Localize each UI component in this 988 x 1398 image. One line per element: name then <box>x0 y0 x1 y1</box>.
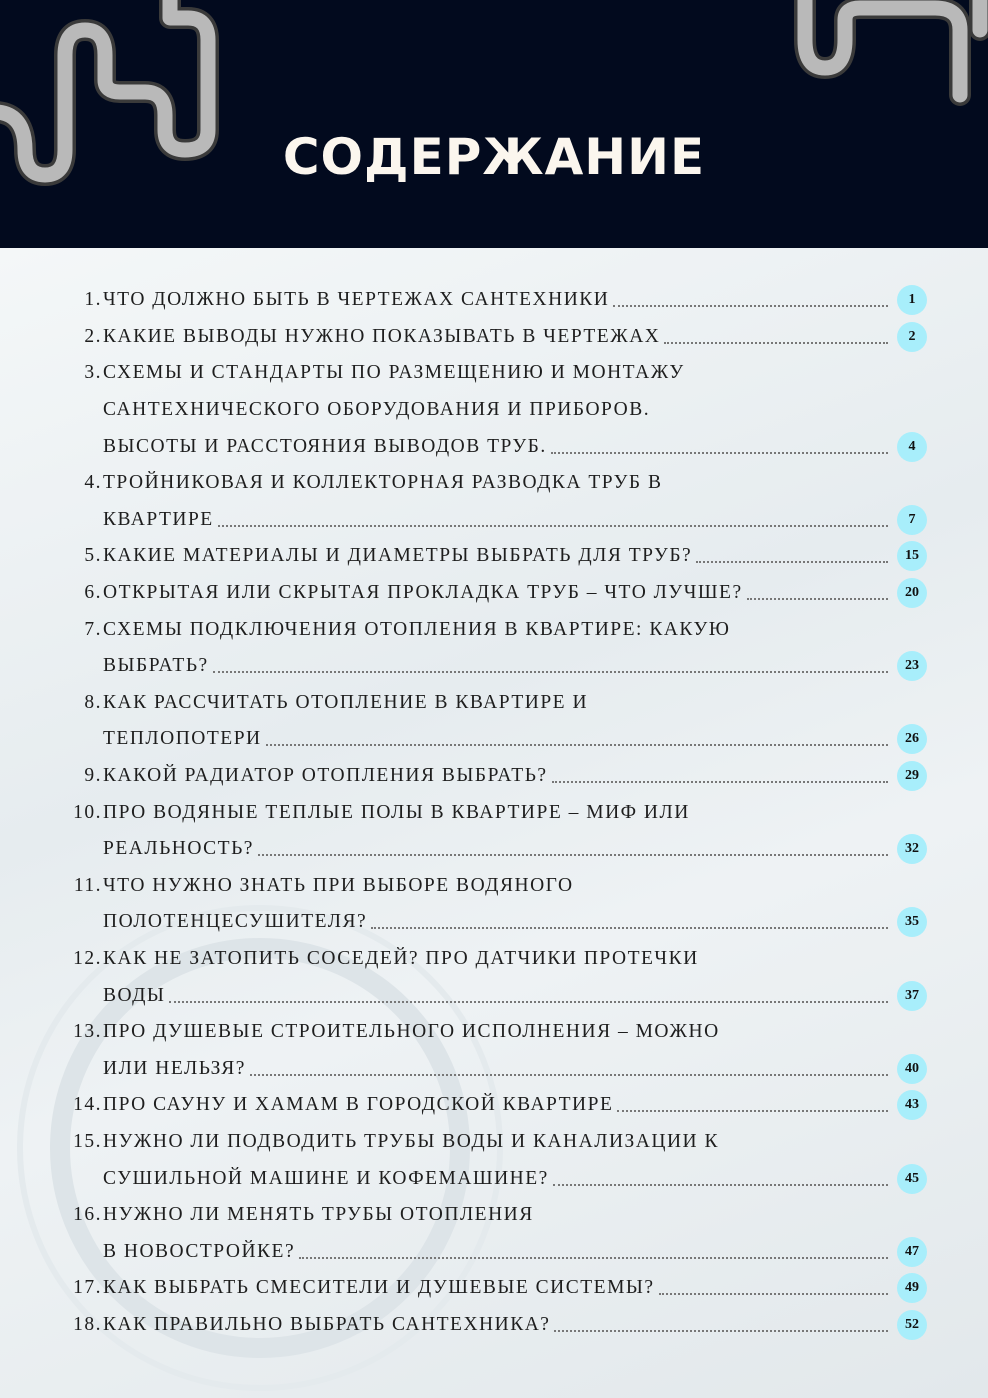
dotted-leader <box>553 1184 888 1186</box>
page-number-badge[interactable]: 20 <box>897 578 927 608</box>
toc-entry[interactable] <box>0 685 988 758</box>
toc-entry-title: НУЖНО ЛИ МЕНЯТЬ ТРУБЫ ОТОПЛЕНИЯ <box>103 1204 534 1226</box>
toc-entry-title: ОТКРЫТАЯ ИЛИ СКРЫТАЯ ПРОКЛАДКА ТРУБ – ЧТО ЛУЧШЕ? <box>103 582 743 604</box>
toc-entry-title: ТЕПЛОПОТЕРИ <box>103 728 262 750</box>
toc-entry[interactable] <box>0 868 988 941</box>
dotted-leader <box>258 854 888 856</box>
dotted-leader <box>551 452 888 454</box>
page-number-badge[interactable]: 23 <box>897 651 927 681</box>
toc-entry-number: 6. <box>84 582 102 604</box>
toc-entry[interactable] <box>0 794 988 867</box>
toc-entry-title: ПОЛОТЕНЦЕСУШИТЕЛЯ? <box>103 911 368 933</box>
header-banner <box>0 0 988 248</box>
toc-entry-number: 17. <box>73 1277 102 1299</box>
dotted-leader <box>613 305 888 307</box>
toc-entry-number: 8. <box>84 691 102 713</box>
dotted-leader <box>299 1257 888 1259</box>
toc-entry[interactable] <box>0 465 988 538</box>
dotted-leader <box>552 781 888 783</box>
toc-entry[interactable] <box>0 1087 988 1124</box>
toc-entry-title: ЧТО НУЖНО ЗНАТЬ ПРИ ВЫБОРЕ ВОДЯНОГО <box>103 874 574 896</box>
page-number-badge[interactable]: 1 <box>897 285 927 315</box>
page-title: СОДЕРЖАНИЕ <box>282 128 706 186</box>
toc-entry[interactable] <box>0 282 988 319</box>
toc-entry-number: 14. <box>73 1094 102 1116</box>
toc-entry-title: РЕАЛЬНОСТЬ? <box>103 838 254 860</box>
toc-entry-number: 12. <box>73 947 102 969</box>
toc-entry-title: КАКИЕ МАТЕРИАЛЫ И ДИАМЕТРЫ ВЫБРАТЬ ДЛЯ ТРУБ? <box>103 545 693 567</box>
toc-entry-number: 16. <box>73 1204 102 1226</box>
dotted-leader <box>659 1293 888 1295</box>
page-number-badge[interactable]: 45 <box>897 1164 927 1194</box>
toc-entry-number: 13. <box>73 1021 102 1043</box>
toc-entry[interactable] <box>0 1197 988 1270</box>
pipes-decoration-icon <box>0 0 988 248</box>
dotted-leader <box>266 744 888 746</box>
toc-entry-title: СХЕМЫ ПОДКЛЮЧЕНИЯ ОТОПЛЕНИЯ В КВАРТИРЕ: КАКУЮ <box>103 618 731 640</box>
dotted-leader <box>664 342 888 344</box>
dotted-leader <box>747 598 888 600</box>
toc-entry-number: 10. <box>73 801 102 823</box>
toc-entry-title: КАК РАССЧИТАТЬ ОТОПЛЕНИЕ В КВАРТИРЕ И <box>103 691 589 713</box>
dotted-leader <box>617 1110 888 1112</box>
toc-entry-title: ИЛИ НЕЛЬЗЯ? <box>103 1057 246 1079</box>
toc-entry-title: САНТЕХНИЧЕСКОГО ОБОРУДОВАНИЯ И ПРИБОРОВ. <box>103 399 651 421</box>
dotted-leader <box>696 561 888 563</box>
toc-entry-title: ВЫБРАТЬ? <box>103 655 209 677</box>
toc-entry[interactable] <box>0 1270 988 1307</box>
toc-entry-number: 4. <box>84 472 102 494</box>
toc-entry[interactable] <box>0 941 988 1014</box>
toc-entry[interactable] <box>0 355 988 465</box>
toc-entry[interactable] <box>0 575 988 612</box>
dotted-leader <box>554 1330 888 1332</box>
toc-entry[interactable] <box>0 1307 988 1344</box>
page-number-badge[interactable]: 32 <box>897 834 927 864</box>
toc-entry-title: В НОВОСТРОЙКЕ? <box>103 1240 296 1262</box>
toc-entry-title: КАКИЕ ВЫВОДЫ НУЖНО ПОКАЗЫВАТЬ В ЧЕРТЕЖАХ <box>103 325 661 347</box>
toc-entry[interactable] <box>0 319 988 356</box>
toc-entry[interactable] <box>0 611 988 684</box>
page-number-badge[interactable]: 49 <box>897 1273 927 1303</box>
page-number-badge[interactable]: 26 <box>897 724 927 754</box>
toc-entry[interactable] <box>0 1014 988 1087</box>
toc-entry-title: КАК ВЫБРАТЬ СМЕСИТЕЛИ И ДУШЕВЫЕ СИСТЕМЫ? <box>103 1277 655 1299</box>
toc-entry-title: ПРО ДУШЕВЫЕ СТРОИТЕЛЬНОГО ИСПОЛНЕНИЯ – МОЖНО <box>103 1021 720 1043</box>
page-number-badge[interactable]: 47 <box>897 1237 927 1267</box>
toc-entry-title: КАКОЙ РАДИАТОР ОТОПЛЕНИЯ ВЫБРАТЬ? <box>103 765 548 787</box>
table-of-contents <box>0 282 988 1343</box>
toc-entry[interactable] <box>0 1124 988 1197</box>
toc-entry[interactable] <box>0 538 988 575</box>
toc-entry-number: 11. <box>73 874 102 896</box>
dotted-leader <box>218 525 888 527</box>
page-number-badge[interactable]: 15 <box>897 541 927 571</box>
page-number-badge[interactable]: 37 <box>897 981 927 1011</box>
toc-entry-title: ЧТО ДОЛЖНО БЫТЬ В ЧЕРТЕЖАХ САНТЕХНИКИ <box>103 289 610 311</box>
toc-entry-title: СХЕМЫ И СТАНДАРТЫ ПО РАЗМЕЩЕНИЮ И МОНТАЖУ <box>103 362 685 384</box>
toc-entry-title: КАК НЕ ЗАТОПИТЬ СОСЕДЕЙ? ПРО ДАТЧИКИ ПРОТЕЧКИ <box>103 947 699 969</box>
page-number-badge[interactable]: 52 <box>897 1310 927 1340</box>
page-number-badge[interactable]: 29 <box>897 761 927 791</box>
toc-entry-title: КВАРТИРЕ <box>103 508 214 530</box>
toc-entry-number: 7. <box>84 618 102 640</box>
toc-entry-title: ПРО САУНУ И ХАМАМ В ГОРОДСКОЙ КВАРТИРЕ <box>103 1094 614 1116</box>
dotted-leader <box>213 671 888 673</box>
page-number-badge[interactable]: 7 <box>897 505 927 535</box>
toc-entry-number: 15. <box>73 1130 102 1152</box>
dotted-leader <box>169 1001 888 1003</box>
toc-entry-number: 1. <box>84 289 102 311</box>
page-number-badge[interactable]: 43 <box>897 1090 927 1120</box>
toc-entry-number: 2. <box>84 325 102 347</box>
toc-entry-title: ВЫСОТЫ И РАССТОЯНИЯ ВЫВОДОВ ТРУБ. <box>103 435 547 457</box>
toc-entry-number: 18. <box>73 1313 102 1335</box>
toc-entry-title: НУЖНО ЛИ ПОДВОДИТЬ ТРУБЫ ВОДЫ И КАНАЛИЗАЦИИ К <box>103 1130 720 1152</box>
toc-entry[interactable] <box>0 758 988 795</box>
toc-entry-number: 5. <box>84 545 102 567</box>
toc-entry-title: ВОДЫ <box>103 984 166 1006</box>
toc-entry-number: 3. <box>84 362 102 384</box>
toc-entry-number: 9. <box>84 765 102 787</box>
page-number-badge[interactable]: 35 <box>897 907 927 937</box>
page-number-badge[interactable]: 40 <box>897 1054 927 1084</box>
toc-entry-title: ПРО ВОДЯНЫЕ ТЕПЛЫЕ ПОЛЫ В КВАРТИРЕ – МИФ ИЛИ <box>103 801 690 823</box>
page-number-badge[interactable]: 2 <box>897 322 927 352</box>
page-number-badge[interactable]: 4 <box>897 432 927 462</box>
toc-entry-title: ТРОЙНИКОВАЯ И КОЛЛЕКТОРНАЯ РАЗВОДКА ТРУБ В <box>103 472 663 494</box>
dotted-leader <box>371 927 888 929</box>
dotted-leader <box>250 1074 888 1076</box>
toc-entry-title: КАК ПРАВИЛЬНО ВЫБРАТЬ САНТЕХНИКА? <box>103 1313 551 1335</box>
toc-entry-title: СУШИЛЬНОЙ МАШИНЕ И КОФЕМАШИНЕ? <box>103 1167 549 1189</box>
